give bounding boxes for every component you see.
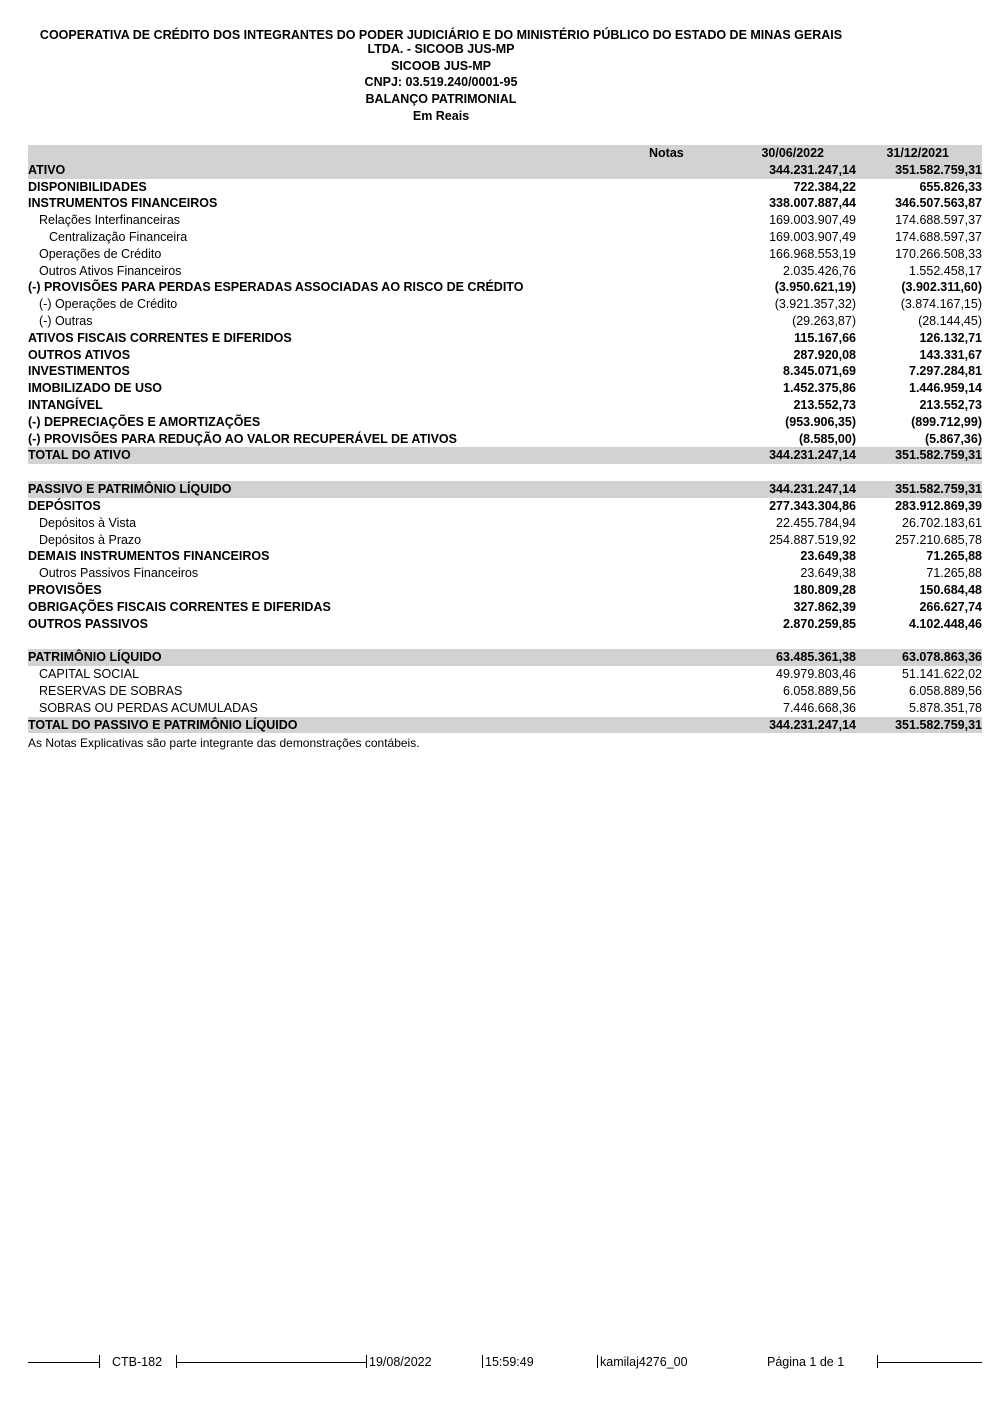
table-row — [28, 229, 982, 246]
row-value-2022: 213.552,73 — [793, 397, 856, 412]
row-value-2021: 257.210.685,78 — [895, 532, 982, 547]
table-row — [28, 246, 982, 263]
table-row — [28, 330, 982, 347]
org-name-line2: LTDA. - SICOOB JUS-MP — [367, 42, 515, 56]
table-row — [28, 565, 982, 582]
footer-time: 15:59:49 — [485, 1355, 534, 1369]
org-name-line1: COOPERATIVA DE CRÉDITO DOS INTEGRANTES DO PODER JUDICIÁRIO E DO MINISTÉRIO PÚBLICO DO ESTADO DE MINAS GERAIS — [39, 28, 843, 42]
row-value-2022: 23.649,38 — [800, 549, 856, 564]
table-row — [28, 212, 982, 229]
column-date-2: 31/12/2021 — [886, 146, 949, 160]
row-label: (-) DEPRECIAÇÕES E AMORTIZAÇÕES — [28, 414, 261, 429]
row-value-2021: 266.627,74 — [919, 599, 982, 614]
row-value-2021: (5.867,36) — [925, 431, 982, 446]
footnote: As Notas Explicativas são parte integrante das demonstrações contábeis. — [28, 736, 420, 750]
row-value-2021: (28.144,45) — [918, 313, 982, 328]
row-label: SOBRAS OU PERDAS ACUMULADAS — [39, 700, 258, 715]
footer-tick — [482, 1355, 483, 1368]
row-value-2021: 4.102.448,46 — [909, 616, 982, 631]
row-label: DISPONIBILIDADES — [28, 179, 147, 194]
row-value-2022: 63.485.361,38 — [776, 650, 856, 665]
row-label: Depósitos à Vista — [39, 515, 137, 530]
row-label: Depósitos à Prazo — [39, 532, 142, 547]
row-label: (-) PROVISÕES PARA PERDAS ESPERADAS ASSOCIADAS AO RISCO DE CRÉDITO — [28, 280, 524, 295]
table-row-passivo — [28, 481, 982, 498]
row-value-2022: 22.455.784,94 — [776, 515, 856, 530]
row-value-2022: 169.003.907,49 — [769, 229, 856, 244]
row-value-2021: 1.552.458,17 — [909, 263, 982, 278]
row-value-2022: 49.979.803,46 — [776, 667, 856, 682]
row-value-2021: 655.826,33 — [919, 179, 982, 194]
row-value-2022: 2.870.259,85 — [783, 616, 856, 631]
table-row-total-passivo — [28, 717, 982, 734]
row-label: IMOBILIZADO DE USO — [28, 381, 163, 396]
row-value-2021: 351.582.759,31 — [895, 448, 982, 463]
column-notes: Notas — [649, 146, 684, 160]
row-value-2022: 287.920,08 — [793, 347, 856, 362]
row-spacer — [28, 464, 982, 481]
column-header-row — [28, 145, 982, 162]
row-label: PATRIMÔNIO LÍQUIDO — [28, 650, 162, 665]
row-label: Outros Ativos Financeiros — [39, 263, 182, 278]
footer-tick — [366, 1355, 367, 1368]
footer-tick — [99, 1355, 100, 1368]
table-row — [28, 532, 982, 549]
row-label: Relações Interfinanceiras — [39, 213, 181, 228]
row-label: (-) Operações de Crédito — [39, 297, 178, 312]
table-row — [28, 548, 982, 565]
row-value-2021: 170.266.508,33 — [895, 246, 982, 261]
row-value-2021: (3.874.167,15) — [900, 297, 982, 312]
row-label: TOTAL DO PASSIVO E PATRIMÔNIO LÍQUIDO — [28, 717, 298, 732]
row-label: ATIVOS FISCAIS CORRENTES E DIFERIDOS — [28, 330, 292, 345]
table-row — [28, 683, 982, 700]
footer-tick — [597, 1355, 598, 1368]
row-label: (-) PROVISÕES PARA REDUÇÃO AO VALOR RECUPERÁVEL DE ATIVOS — [28, 431, 457, 446]
row-value-2022: 2.035.426,76 — [783, 263, 856, 278]
row-value-2022: 327.862,39 — [793, 599, 856, 614]
table-row-total-ativo — [28, 447, 982, 464]
table-row — [28, 380, 982, 397]
row-value-2021: 1.446.959,14 — [909, 381, 982, 396]
row-label: OUTROS PASSIVOS — [28, 616, 148, 631]
row-value-2022: 277.343.304,86 — [769, 498, 856, 513]
row-value-2022: 344.231.247,14 — [769, 162, 856, 177]
row-value-2022: 1.452.375,86 — [783, 381, 856, 396]
row-label: DEPÓSITOS — [28, 498, 101, 513]
row-value-2021: 63.078.863,36 — [902, 650, 982, 665]
table-row — [28, 347, 982, 364]
row-label: INTANGÍVEL — [28, 397, 103, 412]
row-value-2022: (953.906,35) — [785, 414, 856, 429]
table-row — [28, 498, 982, 515]
row-value-2022: 7.446.668,36 — [783, 700, 856, 715]
row-label: OUTROS ATIVOS — [28, 347, 131, 362]
row-value-2021: 174.688.597,37 — [895, 213, 982, 228]
row-value-2022: 169.003.907,49 — [769, 213, 856, 228]
row-value-2021: 26.702.183,61 — [902, 515, 982, 530]
row-label: OBRIGAÇÕES FISCAIS CORRENTES E DIFERIDAS — [28, 599, 331, 614]
row-value-2021: 5.878.351,78 — [909, 700, 982, 715]
row-value-2021: 283.912.869,39 — [895, 498, 982, 513]
table-row — [28, 296, 982, 313]
row-value-2021: 351.582.759,31 — [895, 162, 982, 177]
org-cnpj: CNPJ: 03.519.240/0001-95 — [364, 75, 518, 89]
row-value-2022: (8.585,00) — [799, 431, 856, 446]
statement-title: BALANÇO PATRIMONIAL — [365, 92, 517, 106]
row-value-2021: 126.132,71 — [919, 330, 982, 345]
table-row — [28, 582, 982, 599]
row-label: ATIVO — [28, 162, 66, 177]
row-value-2022: 344.231.247,14 — [769, 717, 856, 732]
table-row — [28, 263, 982, 280]
balance-sheet-table — [28, 145, 982, 733]
row-value-2022: 8.345.071,69 — [783, 364, 856, 379]
row-value-2022: 23.649,38 — [800, 566, 856, 581]
footer-user: kamilaj4276_00 — [600, 1355, 688, 1369]
table-row — [28, 700, 982, 717]
table-row-ativo — [28, 162, 982, 179]
row-label: RESERVAS DE SOBRAS — [39, 683, 183, 698]
row-value-2021: 6.058.889,56 — [909, 683, 982, 698]
row-value-2022: 254.887.519,92 — [769, 532, 856, 547]
row-value-2021: 71.265,88 — [926, 566, 982, 581]
row-value-2021: 71.265,88 — [926, 549, 982, 564]
row-value-2021: (3.902.311,60) — [901, 280, 982, 295]
footer-rule — [176, 1362, 366, 1363]
table-row — [28, 195, 982, 212]
column-date-1: 30/06/2022 — [761, 146, 824, 160]
row-label: Centralização Financeira — [49, 229, 188, 244]
row-label: (-) Outras — [39, 313, 93, 328]
table-row-patrimonio — [28, 649, 982, 666]
row-value-2021: 351.582.759,31 — [895, 717, 982, 732]
row-value-2022: 166.968.553,19 — [769, 246, 856, 261]
row-spacer — [28, 632, 982, 649]
row-value-2022: 115.167,66 — [794, 330, 856, 345]
row-value-2021: 150.684,48 — [919, 582, 982, 597]
footer-date: 19/08/2022 — [369, 1355, 432, 1369]
row-value-2022: 6.058.889,56 — [783, 683, 856, 698]
row-value-2021: (899.712,99) — [911, 414, 982, 429]
row-value-2021: 351.582.759,31 — [895, 482, 982, 497]
row-value-2022: 344.231.247,14 — [769, 448, 856, 463]
table-row — [28, 313, 982, 330]
row-value-2021: 7.297.284,81 — [909, 364, 982, 379]
footer-report-code: CTB-182 — [112, 1355, 163, 1369]
row-value-2021: 143.331,67 — [919, 347, 982, 362]
table-row — [28, 363, 982, 380]
table-row — [28, 431, 982, 448]
table-row — [28, 279, 982, 296]
row-value-2022: 180.809,28 — [793, 582, 856, 597]
row-label: DEMAIS INSTRUMENTOS FINANCEIROS — [28, 549, 270, 564]
row-value-2022: 722.384,22 — [793, 179, 856, 194]
row-label: CAPITAL SOCIAL — [39, 667, 140, 682]
table-row — [28, 666, 982, 683]
table-row — [28, 515, 982, 532]
currency-unit: Em Reais — [412, 109, 470, 123]
table-row — [28, 179, 982, 196]
row-label: PASSIVO E PATRIMÔNIO LÍQUIDO — [28, 482, 232, 497]
table-row — [28, 616, 982, 633]
row-value-2021: 174.688.597,37 — [895, 229, 982, 244]
row-value-2022: (3.921.357,32) — [774, 297, 856, 312]
footer-rule — [877, 1362, 982, 1363]
row-value-2022: (29.263,87) — [792, 313, 856, 328]
row-value-2022: (3.950.621,19) — [774, 280, 856, 295]
row-value-2021: 213.552,73 — [919, 397, 982, 412]
footer-rule — [28, 1362, 99, 1363]
row-label: INSTRUMENTOS FINANCEIROS — [28, 196, 218, 211]
row-value-2022: 344.231.247,14 — [769, 482, 856, 497]
row-label: Operações de Crédito — [39, 246, 162, 261]
org-short-name: SICOOB JUS-MP — [390, 59, 491, 73]
row-value-2022: 338.007.887,44 — [769, 196, 856, 211]
table-row — [28, 599, 982, 616]
row-label: Outros Passivos Financeiros — [39, 566, 199, 581]
row-label: PROVISÕES — [28, 582, 102, 597]
row-label: TOTAL DO ATIVO — [28, 448, 131, 463]
page-footer — [0, 1354, 1000, 1370]
row-label: INVESTIMENTOS — [28, 364, 130, 379]
footer-page-number: Página 1 de 1 — [767, 1355, 845, 1369]
table-row — [28, 397, 982, 414]
table-row — [28, 414, 982, 431]
row-value-2021: 346.507.563,87 — [895, 196, 982, 211]
row-value-2021: 51.141.622,02 — [902, 667, 982, 682]
